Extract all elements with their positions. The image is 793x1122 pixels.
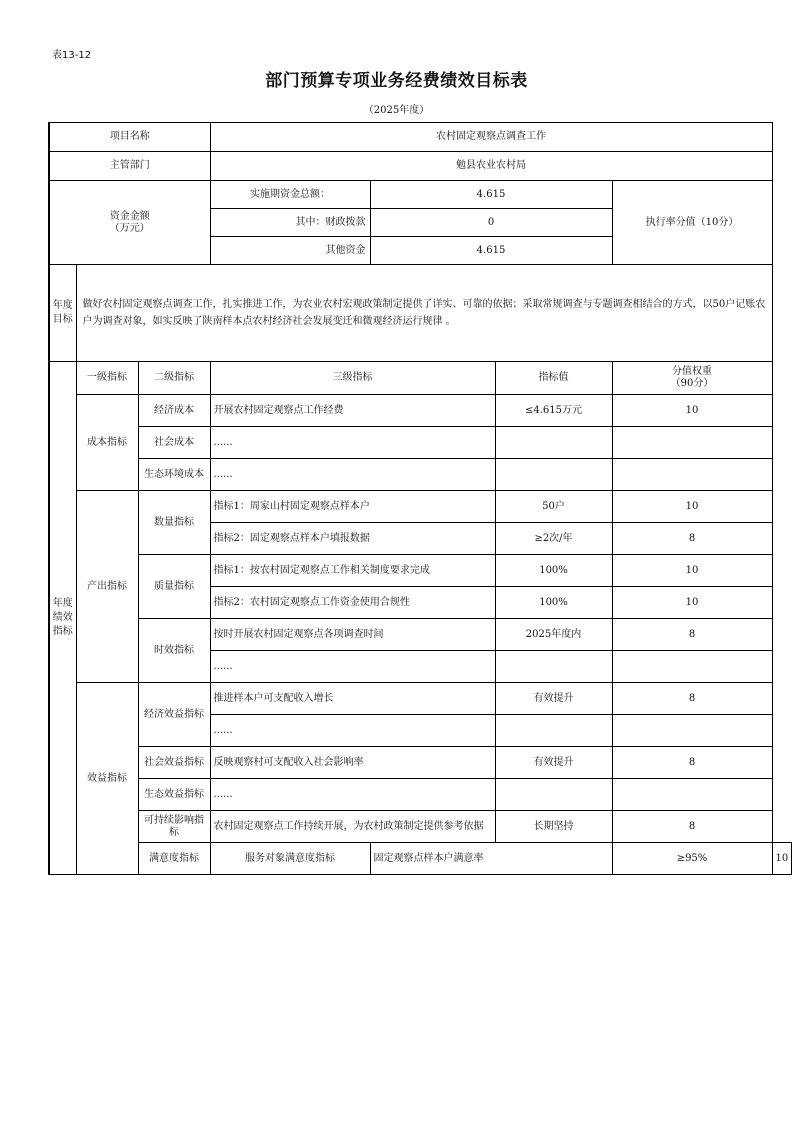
sub-eco-benefit: 生态效益指标 [138,779,210,811]
indicator-value: 50户 [495,491,612,523]
funds-total-label: 实施期资金总额： [210,181,370,209]
performance-table [48,122,792,875]
indicator-name: 固定观察点样本户满意率 [370,843,612,875]
indicator-name: 反映观察村可支配收入社会影响率 [210,747,495,779]
indicator-weight: 8 [612,523,772,555]
funds-other: 4.615 [370,237,612,265]
indicator-name: ...... [210,779,495,811]
sub-sustain: 可持续影响指标 [138,811,210,843]
indicator-value: 100% [495,555,612,587]
indicator-value: ≥2次/年 [495,523,612,555]
indicator-value: ≥95% [612,843,772,875]
department-label: 主管部门 [49,152,210,181]
sub-quality: 质量指标 [138,555,210,619]
indicator-weight: 10 [612,587,772,619]
sub-eco-cost: 生态环境成本 [138,459,210,491]
indicators-label: 年度绩效指标 [49,362,76,875]
header-level1: 一级指标 [76,362,138,395]
indicator-weight [612,459,772,491]
group-satisfaction: 满意度指标 [138,843,210,875]
indicator-value: 100% [495,587,612,619]
indicator-weight [612,427,772,459]
indicator-weight: 8 [612,619,772,651]
indicator-value [495,427,612,459]
indicator-name: 指标2：固定观察点样本户填报数据 [210,523,495,555]
funds-other-label: 其他资金 [210,237,370,265]
indicator-name: 按时开展农村固定观察点各项调查时间 [210,619,495,651]
project-name: 农村固定观察点调查工作 [210,123,772,152]
sub-economic-cost: 经济成本 [138,395,210,427]
group-benefit: 效益指标 [76,683,138,875]
funds-total: 4.615 [370,181,612,209]
project-name-label: 项目名称 [49,123,210,152]
funds-fiscal-label: 其中：财政拨款 [210,209,370,237]
indicator-name: 指标1：按农村固定观察点工作相关制度要求完成 [210,555,495,587]
group-cost: 成本指标 [76,395,138,491]
sub-social-cost: 社会成本 [138,427,210,459]
group-output: 产出指标 [76,491,138,683]
indicator-weight: 8 [612,811,772,843]
indicator-value [495,715,612,747]
indicator-weight: 10 [612,555,772,587]
sub-timeliness: 时效指标 [138,619,210,683]
annual-goal-label: 年度目标 [49,265,76,362]
indicator-name: ...... [210,459,495,491]
indicator-name: 推进样本户可支配收入增长 [210,683,495,715]
indicator-value [495,651,612,683]
indicator-weight [612,715,772,747]
header-level3: 三级指标 [210,362,495,395]
header-level2: 二级指标 [138,362,210,395]
indicator-name: 指标1：周家山村固定观察点样本户 [210,491,495,523]
annual-goal: 做好农村固定观察点调查工作，扎实推进工作，为农业农村宏观政策制定提供了详实、可靠的依据；采取常规调查与专题调查相结合的方式，以50户记账农户为调查对象，如实反映了陕南样本点农村经济社会发展变迁和微观经济运行规律 。 [76,265,772,362]
indicator-name: ...... [210,427,495,459]
indicator-value [495,459,612,491]
department: 勉县农业农村局 [210,152,772,181]
indicator-weight [612,651,772,683]
funds-label: 资金金额 （万元） [49,181,210,265]
indicator-weight: 8 [612,683,772,715]
indicator-weight: 8 [612,747,772,779]
indicator-value [495,779,612,811]
header-weight: 分值权重 （90分） [612,362,772,395]
sub-economic-benefit: 经济效益指标 [138,683,210,747]
execution-rate-label: 执行率分值（10分） [612,181,772,265]
indicator-name: ...... [210,651,495,683]
indicator-value: 长期坚持 [495,811,612,843]
indicator-name: 农村固定观察点工作持续开展，为农村政策制定提供参考依据 [210,811,495,843]
indicator-name: 指标2：农村固定观察点工作资金使用合规性 [210,587,495,619]
indicator-value: 2025年度内 [495,619,612,651]
indicator-value: 有效提升 [495,747,612,779]
fiscal-year: （2025年度） [363,105,430,116]
indicator-name: 开展农村固定观察点工作经费 [210,395,495,427]
indicator-value: ≤4.615万元 [495,395,612,427]
form-code: 表13-12 [52,50,92,61]
indicator-value: 有效提升 [495,683,612,715]
indicator-weight: 10 [612,491,772,523]
header-value: 指标值 [495,362,612,395]
indicator-weight: 10 [612,395,772,427]
indicator-weight [612,779,772,811]
sub-quantity: 数量指标 [138,491,210,555]
page-title: 部门预算专项业务经费绩效目标表 [265,71,528,91]
funds-fiscal: 0 [370,209,612,237]
indicator-weight: 10 [772,843,792,875]
sub-social-benefit: 社会效益指标 [138,747,210,779]
sub-service: 服务对象满意度指标 [210,843,370,875]
indicator-name: ...... [210,715,495,747]
